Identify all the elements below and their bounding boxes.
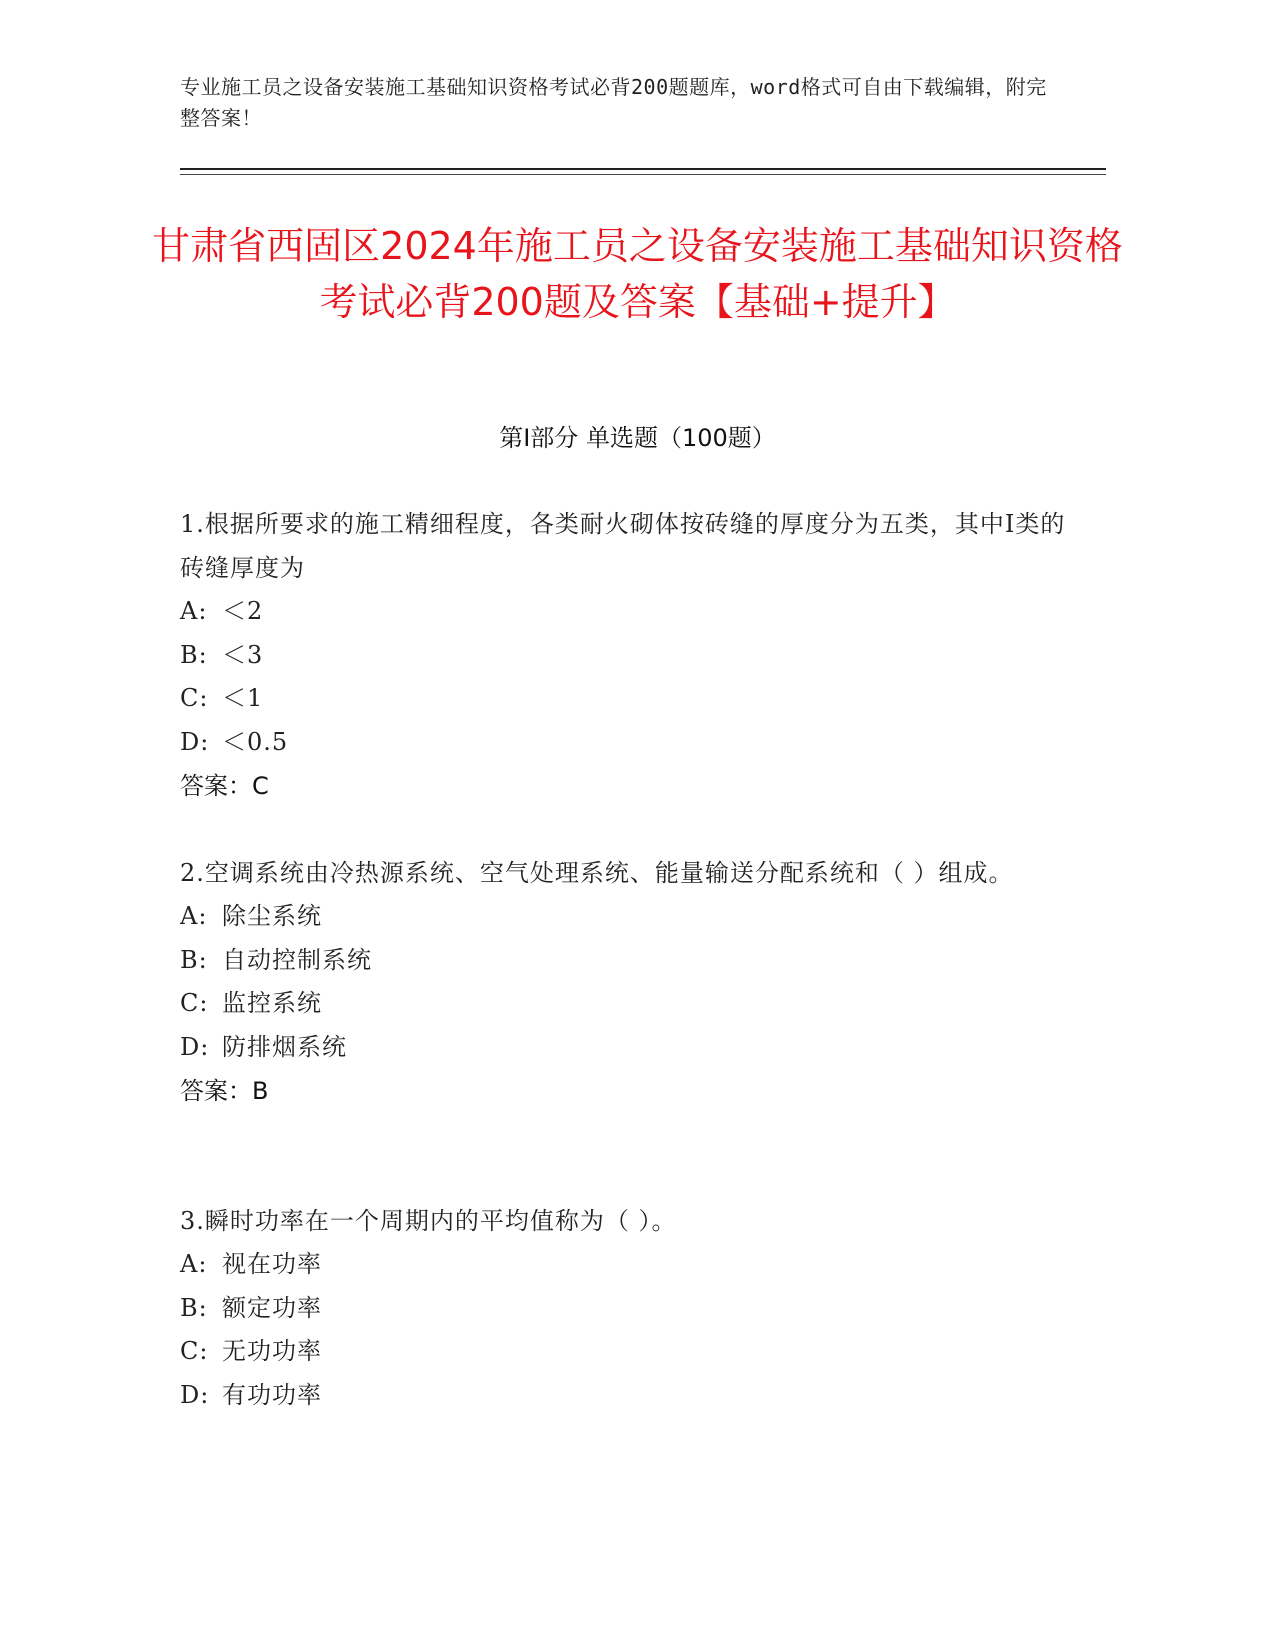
option-text: ＜3 — [222, 640, 264, 669]
option-text: 无功功率 — [222, 1337, 322, 1365]
option-text: ＜1 — [222, 684, 264, 712]
option-letter: C: — [180, 1337, 209, 1365]
option-c — [180, 982, 1080, 1026]
option-letter: B: — [180, 945, 208, 974]
option-text: ＜2 — [222, 597, 264, 625]
option-letter: D: — [180, 727, 210, 756]
option-d — [180, 1026, 1080, 1070]
option-d — [180, 1374, 1080, 1418]
option-c — [180, 1330, 1080, 1374]
option-text: 有功功率 — [222, 1380, 322, 1409]
header-divider-thin — [180, 174, 1106, 175]
option-text: 除尘系统 — [222, 902, 322, 930]
option-letter: B: — [180, 640, 208, 669]
option-letter: C: — [180, 684, 209, 712]
option-text: 额定功率 — [222, 1293, 322, 1322]
answer-line: 答案：C — [180, 772, 269, 800]
question-3 — [180, 1199, 1080, 1417]
option-c — [180, 677, 1080, 721]
option-a — [180, 590, 1080, 634]
section-heading: 第Ⅰ部分 单选题（100题） — [499, 424, 776, 452]
header-divider-thick — [180, 168, 1106, 170]
option-a — [180, 1243, 1080, 1287]
question-1 — [180, 502, 1080, 808]
option-letter: A: — [180, 902, 208, 930]
document-title: 甘肃省西固区2024年施工员之设备安装施工基础知识资格考试必背200题及答案【基础+提升】 — [152, 224, 1123, 324]
answer-line: 答案：B — [180, 1077, 269, 1105]
question-stem: 2.空调系统由冷热源系统、空气处理系统、能量输送分配系统和（ ）组成。 — [180, 859, 1014, 887]
option-b — [180, 1287, 1080, 1331]
option-a — [180, 895, 1080, 939]
option-letter: C: — [180, 989, 209, 1017]
header-note: 专业施工员之设备安装施工基础知识资格考试必背200题题库，word格式可自由下载编辑，附完整答案！ — [180, 75, 1047, 130]
option-b — [180, 634, 1080, 678]
option-d — [180, 721, 1080, 765]
question-2 — [180, 851, 1080, 1113]
option-letter: A: — [180, 1250, 208, 1278]
option-letter: D: — [180, 1032, 210, 1061]
question-stem: 3.瞬时功率在一个周期内的平均值称为（ ）。 — [180, 1207, 677, 1235]
option-b — [180, 939, 1080, 983]
question-stem: 1.根据所要求的施工精细程度，各类耐火砌体按砖缝的厚度分为五类，其中Ⅰ类的砖缝厚度为 — [180, 510, 1066, 582]
option-text: 自动控制系统 — [222, 945, 372, 974]
option-text: ＜0.5 — [222, 727, 289, 756]
option-letter: A: — [180, 597, 208, 625]
option-letter: B: — [180, 1293, 208, 1322]
option-text: 监控系统 — [222, 989, 322, 1017]
option-text: 防排烟系统 — [222, 1032, 347, 1061]
option-letter: D: — [180, 1380, 210, 1409]
option-text: 视在功率 — [222, 1250, 322, 1278]
